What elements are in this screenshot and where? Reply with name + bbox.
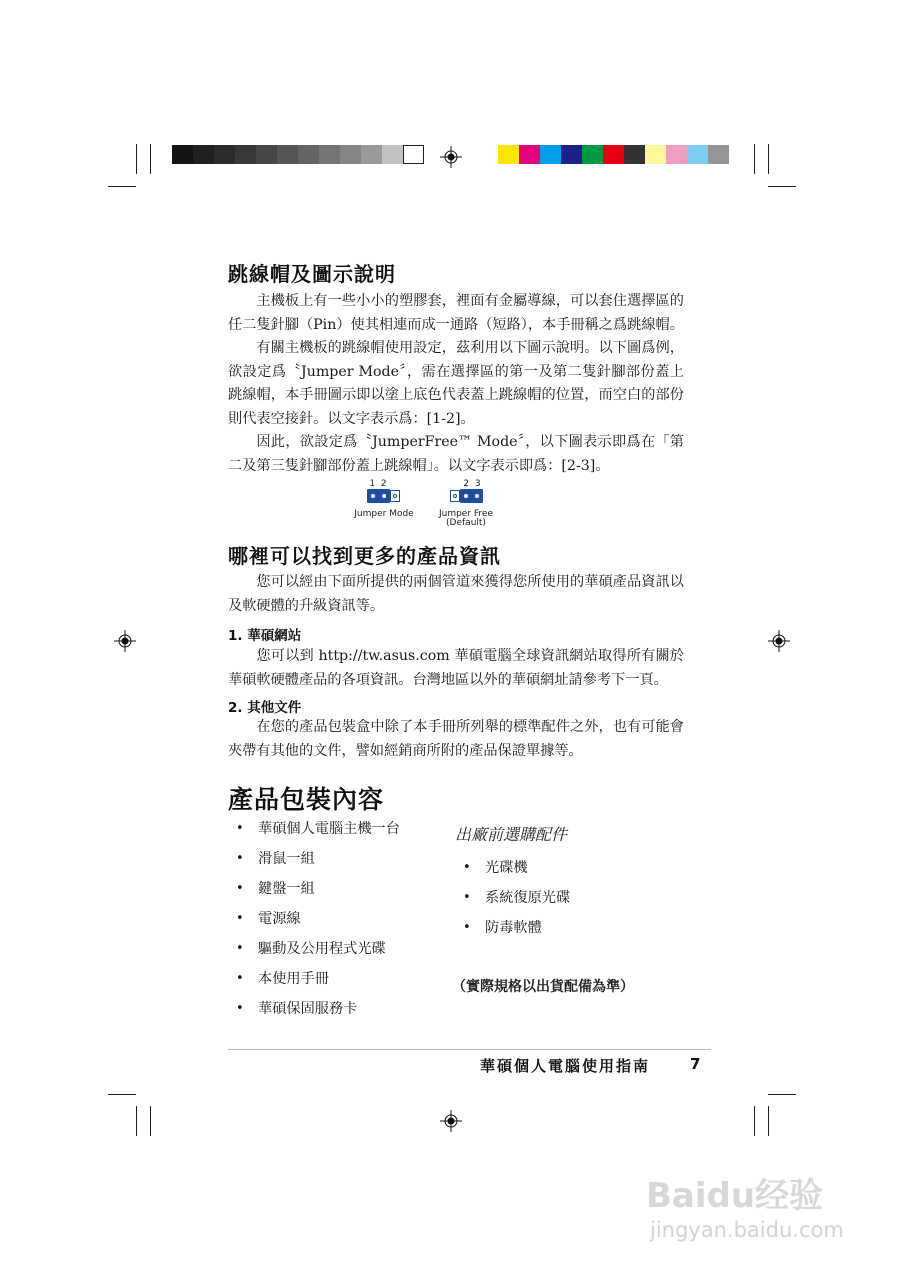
asus-website-body: [228, 645, 684, 692]
package-contents-list: [228, 814, 438, 1024]
other-documents-body: [228, 716, 684, 763]
open-pin-icon: [450, 490, 460, 502]
paragraph: 您可以經由下面所提供的兩個管道來獲得您所使用的華碩產品資訊以及軟硬體的升級資訊等。: [228, 574, 684, 614]
gray-swatch: [256, 145, 277, 164]
crop-mark: [108, 1094, 136, 1095]
list-item: • 華碩個人電腦主機一台: [228, 814, 438, 844]
crop-mark: [754, 1106, 755, 1136]
color-swatch: [687, 145, 708, 164]
color-swatch: [561, 145, 582, 164]
crop-mark: [768, 144, 769, 174]
watermark-logo: Baidu经验: [646, 1176, 824, 1216]
left-pin-numbers: 1 2: [369, 479, 387, 489]
crop-mark: [754, 144, 755, 174]
gray-swatch: [277, 145, 298, 164]
gray-swatch: [193, 145, 214, 164]
list-item: • 電源線: [228, 904, 438, 934]
gray-swatch: [403, 145, 424, 164]
color-swatch: [645, 145, 666, 164]
section-intro-more-info: [228, 571, 684, 618]
color-swatch: [666, 145, 687, 164]
gray-swatch: [235, 145, 256, 164]
gray-swatch: [319, 145, 340, 164]
spec-note: （實際規格以出貨配備為準）: [452, 979, 634, 995]
list-item: • 防毒軟體: [455, 913, 665, 943]
subheading-asus-website: 1. 華碩網站: [228, 628, 302, 644]
gray-swatch: [382, 145, 403, 164]
list-item: • 滑鼠一組: [228, 844, 438, 874]
gray-swatch: [214, 145, 235, 164]
list-item: • 華碩保固服務卡: [228, 994, 438, 1024]
paragraph: 您可以到 http://tw.asus.com 華碩電腦全球資訊網站取得所有關於華碩軟硬體產品的各項資訊。台灣地區以外的華碩網址請參考下一頁。: [228, 648, 684, 688]
list-item: • 鍵盤一組: [228, 874, 438, 904]
footer-rule: [228, 1049, 711, 1050]
registration-mark-icon: [440, 146, 462, 168]
gray-swatch: [298, 145, 319, 164]
paragraph: 在您的產品包裝盒中除了本手冊所列舉的標準配件之外，也有可能會夾帶有其他的文件，譬如經銷商所附的產品保證單據等。: [228, 719, 684, 759]
paragraph: 因此，欲設定爲〝JumperFree™ Mode〞，以下圖表示即爲在「第二及第三隻針腳部份蓋上跳線帽」。以文字表示即爲：[2-3]。: [228, 434, 684, 474]
color-swatch: [603, 145, 624, 164]
section-title-jumpers: 跳線帽及圖示說明: [228, 262, 396, 286]
crop-mark: [136, 1106, 137, 1136]
color-swatch: [708, 145, 729, 164]
registration-mark-icon: [440, 1110, 462, 1132]
crop-mark: [150, 1106, 151, 1136]
paragraph: 主機板上有一些小小的塑膠套，裡面有金屬導線，可以套住選擇區的任二隻針腳（Pin）使其相連而成一通路（短路），本手冊稱之爲跳線帽。: [228, 293, 684, 333]
color-swatch: [582, 145, 603, 164]
section-title-more-info: 哪裡可以找到更多的產品資訊: [228, 544, 501, 568]
crop-mark: [768, 186, 796, 187]
subheading-other-documents: 2. 其他文件: [228, 700, 302, 716]
jumper-cap-icon: [367, 489, 390, 503]
list-item: • 本使用手冊: [228, 964, 438, 994]
list-item: • 光碟機: [455, 853, 665, 883]
gray-swatch: [361, 145, 382, 164]
registration-mark-icon: [768, 630, 790, 652]
list-item: • 系統復原光碟: [455, 883, 665, 913]
paragraph: 有關主機板的跳線帽使用設定，茲利用以下圖示說明。以下圖爲例，欲設定爲〝Jumper Mode〞，需在選擇區的第一及第二隻針腳部份蓋上跳線帽，本手冊圖示即以塗上底色代表蓋上跳線帽的位置，而空白的部份則代表空接針。以文字表示爲：[1-2]。: [228, 340, 684, 427]
crop-mark: [108, 186, 136, 187]
list-item: • 驅動及公用程式光碟: [228, 934, 438, 964]
crop-mark: [768, 1094, 796, 1095]
right-pin-numbers: 2 3: [463, 479, 481, 489]
left-label: Jumper Mode: [354, 509, 414, 519]
right-label: Jumper Free: [438, 509, 494, 519]
jumper-cap-icon: [460, 489, 483, 503]
section-title-package-contents: 產品包裝內容: [228, 785, 385, 814]
page-number: 7: [690, 1055, 701, 1073]
watermark-url: jingyan.baidu.com: [650, 1218, 844, 1242]
right-sublabel: (Default): [446, 518, 486, 528]
color-swatch: [498, 145, 519, 164]
optional-items-title: 出廠前選購配件: [455, 825, 568, 844]
crop-mark: [768, 1106, 769, 1136]
color-swatch: [519, 145, 540, 164]
optional-items-list: [455, 853, 665, 943]
color-swatch: [540, 145, 561, 164]
gray-swatch: [340, 145, 361, 164]
gray-swatch: [172, 145, 193, 164]
open-pin-icon: [390, 490, 400, 502]
section-body-jumpers: [228, 290, 684, 478]
crop-mark: [136, 144, 137, 174]
footer-title: 華碩個人電腦使用指南: [480, 1057, 651, 1075]
crop-mark: [150, 144, 151, 174]
color-swatch: [624, 145, 645, 164]
registration-mark-icon: [114, 630, 136, 652]
